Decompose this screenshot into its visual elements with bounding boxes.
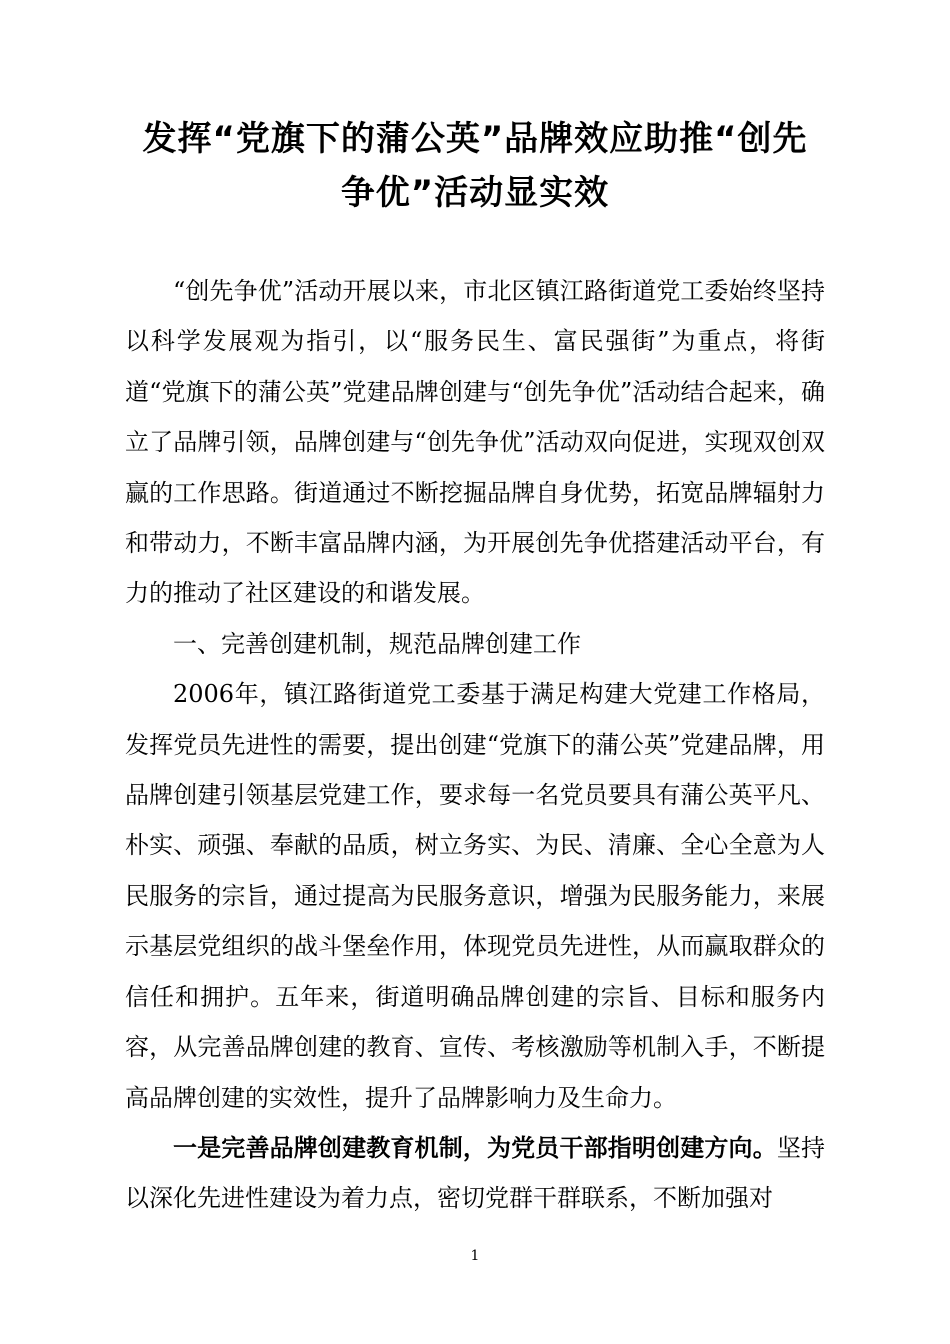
title-line-2: 争优”活动显实效 — [340, 173, 610, 213]
section-heading-1: 一、完善创建机制，规范品牌创建工作 — [173, 629, 581, 658]
point-1-paragraph — [125, 1123, 825, 1224]
point-1-text: 坚持以深化先进性建设为着力点，密切党群干群联系，不断加强对 — [125, 1133, 826, 1213]
document-body — [125, 266, 825, 1224]
title-line-1: 发挥“党旗下的蒲公英”品牌效应助推“创先 — [142, 119, 808, 159]
document-title — [100, 112, 850, 220]
section-1-paragraph: 2006年，镇江路街道党工委基于满足构建大党建工作格局，发挥党员先进性的需要，提出创建“党旗下的蒲公英”党建品牌，用品牌创建引领基层党建工作，要求每一名党员要具有蒲公英平凡、朴实、顽强、奉献的品质，树立务实、为民、清廉、全心全意为人民服务的宗旨，通过提高为民服务意识，增强为民服务能力，来展示基层党组织的战斗堡垒作用，体现党员先进性，从而赢取群众的信任和拥护。五年来，街道明确品牌创建的宗旨、目标和服务内容，从完善品牌创建的教育、宣传、考核激励等机制入手，不断提高品牌创建的实效性，提升了品牌影响力及生命力。 — [125, 680, 825, 1112]
point-1-lead: 一是完善品牌创建教育机制，为党员干部指明创建方向。 — [173, 1132, 777, 1162]
intro-paragraph: “创先争优”活动开展以来，市北区镇江路街道党工委始终坚持以科学发展观为指引，以“服务民生、富民强街”为重点，将街道“党旗下的蒲公英”党建品牌创建与“创先争优”活动结合起来，确立了品牌引领，品牌创建与“创先争优”活动双向促进，实现双创双赢的工作思路。街道通过不断挖掘品牌自身优势，拓宽品牌辐射力和带动力，不断丰富品牌内涵，为开展创先争优搭建活动平台，有力的推动了社区建设的和谐发展。 — [125, 277, 825, 608]
page-number: 1 — [470, 1248, 480, 1264]
